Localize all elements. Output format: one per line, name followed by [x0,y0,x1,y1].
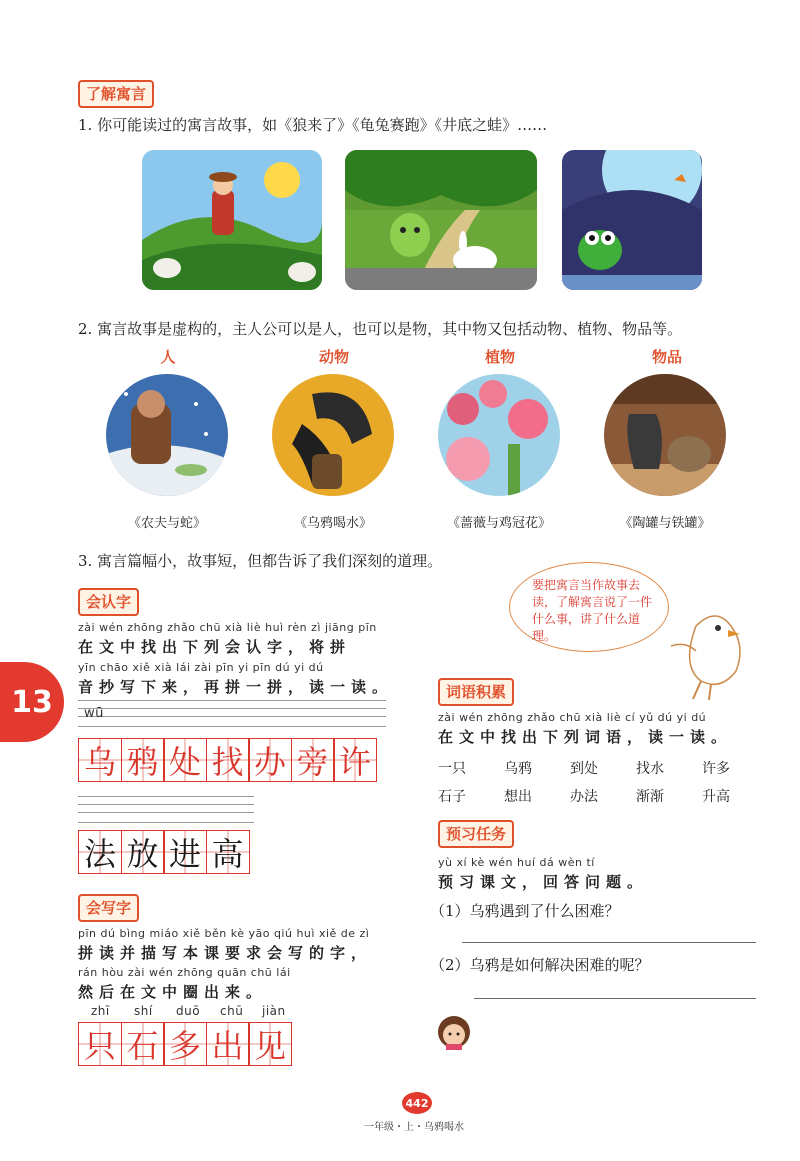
tianzige-cell: 只 [78,1022,122,1066]
vocab-word: 乌鸦 [504,761,532,777]
question-2: （2）乌鸦是如何解决困难的呢？ [430,956,650,974]
tianzige-cell: 法 [78,830,122,874]
vocab-word: 办法 [570,789,598,805]
recognize-instruction-1: 在文中找出下列会认字，将拼 [78,638,352,656]
caption-clay-and-iron-pot: 《陶罐与铁罐》 [619,516,711,531]
tianzige-cell: 找 [206,738,250,782]
tianzige-cell: 旁 [291,738,335,782]
write-in-pinyin-sample: wū [84,706,104,721]
char-pinyin: chū [220,1004,244,1018]
tianzige-cell: 高 [206,830,250,874]
vocab-word: 升高 [702,789,730,805]
pinyin-ruled-line [78,822,254,823]
char-pinyin: shí [134,1004,153,1018]
write-instruction-2: 然后在文中圈出来。 [78,983,268,1001]
tianzige-cell: 石 [121,1022,165,1066]
illustration-farmer-and-snake [106,374,228,496]
pinyin-ruled-line [78,726,386,727]
category-person: 人 [160,348,176,366]
tianzige-cell: 放 [121,830,165,874]
vocab-pinyin: zài wén zhōng zhǎo chū xià liè cí yǔ dú yi dú [438,711,707,724]
tianzige-cell: 处 [163,738,207,782]
tianzige-cell: 鸦 [121,738,165,782]
vocab-word: 找水 [636,761,664,777]
tianzige-cell: 多 [163,1022,207,1066]
preview-instruction: 预习课文，回答问题。 [438,873,649,891]
recognize-char-grid-1 [78,738,376,782]
write-pinyin-2: rán hòu zài wén zhōng quān chū lái [78,966,291,979]
tianzige-cell: 许 [333,738,377,782]
pinyin-ruled-line [78,812,254,813]
pinyin-ruled-line [78,708,386,709]
category-animal: 动物 [318,348,349,366]
fable-line-2: 2. 寓言故事是虚构的，主人公可以是人，也可以是物，其中物又包括动物、植物、物品等。 [78,320,683,338]
tianzige-cell: 办 [248,738,292,782]
write-pinyin-1: pīn dú bìng miáo xiě běn kè yāo qiú huì xiě de zì [78,927,370,940]
recognize-pinyin-2: yīn chāo xiě xià lái zài pīn yi pīn dú yi dú [78,661,324,674]
illustration-frog-in-well [562,150,702,290]
vocab-word: 想出 [504,789,532,805]
caption-rose-and-cockscomb: 《蔷薇与鸡冠花》 [446,516,551,531]
recognize-pinyin-1: zài wén zhōng zhǎo chū xià liè huì rèn zì jiāng pīn [78,621,377,634]
vocab-word-list [438,758,768,806]
section-title-recognize: 会认字 [78,588,139,616]
recognize-instruction-2: 音抄写下来，再拼一拼，读一读。 [78,678,394,696]
vocab-word: 许多 [702,761,730,777]
section-title-vocab: 词语积累 [438,678,514,706]
section-title-write: 会写字 [78,894,139,922]
bird-mascot-icon [666,606,756,701]
question-1: （1）乌鸦遇到了什么困难？ [430,902,620,920]
girl-avatar-icon [436,1014,472,1050]
speech-bubble: 要把寓言当作故事去读，了解寓言说了一件什么事，讲了什么道理。 [509,562,669,652]
illustration-crow-drinks-water [272,374,394,496]
tianzige-cell: 出 [206,1022,250,1066]
char-pinyin: duō [176,1004,201,1018]
fable-line-1: 1. 你可能读过的寓言故事，如《狼来了》《龟兔赛跑》《井底之蛙》…… [78,116,548,134]
illustration-boy-who-cried-wolf [142,150,322,290]
section-title-fable: 了解寓言 [78,80,154,108]
category-object: 物品 [651,348,682,366]
char-pinyin: jiàn [262,1004,286,1018]
category-plant: 植物 [484,348,515,366]
illustration-clay-pot-and-iron-pot [604,374,726,496]
answer-line-1[interactable] [462,942,756,943]
answer-line-2[interactable] [474,998,756,999]
pinyin-ruled-line [78,796,254,797]
pinyin-ruled-line [78,700,386,701]
caption-crow-drinks-water: 《乌鸦喝水》 [293,516,372,531]
fable-line-3: 3. 寓言篇幅小，故事短，但都告诉了我们深刻的道理。 [78,552,443,570]
preview-pinyin: yù xí kè wén huí dá wèn tí [438,856,595,869]
pinyin-ruled-line [78,716,386,717]
write-instruction-1: 拼读并描写本课要求会写的字， [78,944,373,962]
write-char-grid [78,1022,291,1066]
char-pinyin: zhī [91,1004,110,1018]
illustration-tortoise-and-hare [345,150,537,290]
caption-farmer-and-snake: 《农夫与蛇》 [127,516,206,531]
section-title-preview: 预习任务 [438,820,514,848]
vocab-word: 渐渐 [636,789,664,805]
illustration-rose-and-cockscomb [438,374,560,496]
vocab-instruction: 在文中找出下列词语，读一读。 [438,728,733,746]
recognize-char-grid-2 [78,830,248,874]
footer-label: 一年级・上・乌鸦喝水 [364,1122,464,1133]
pinyin-ruled-line [78,804,254,805]
lesson-number-tab: 13 [0,662,64,742]
vocab-word: 一只 [438,761,466,777]
vocab-word: 石子 [438,789,466,805]
tianzige-cell: 见 [248,1022,292,1066]
vocab-word: 到处 [570,761,598,777]
tianzige-cell: 乌 [78,738,122,782]
tianzige-cell: 进 [163,830,207,874]
page-number: 442 [402,1092,432,1114]
